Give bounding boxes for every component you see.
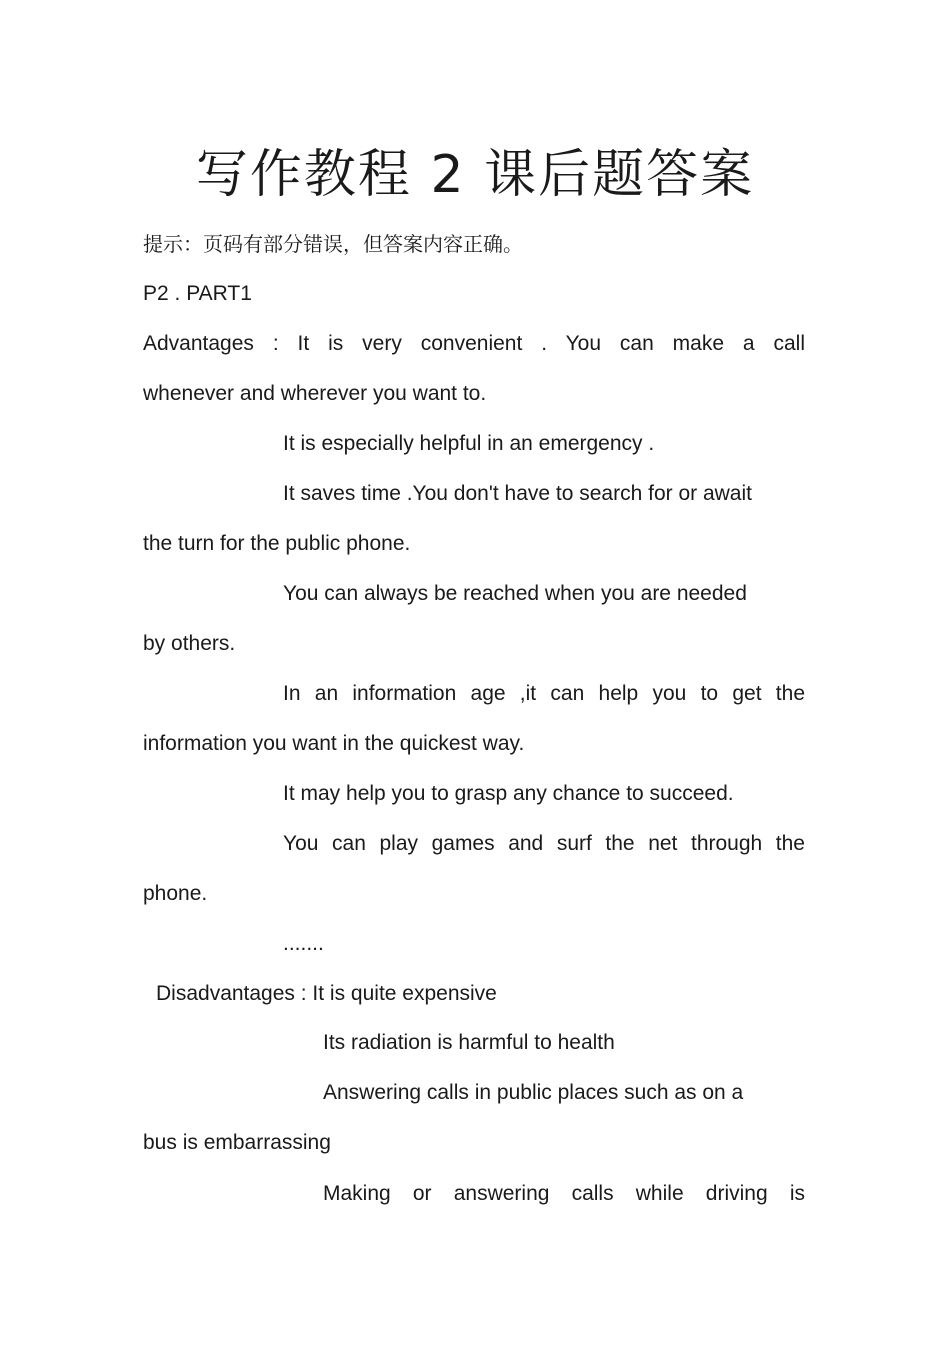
advantage-item-1: It is especially helpful in an emergency . xyxy=(283,432,655,455)
hint-text: 提示：页码有部分错误，但答案内容正确。 xyxy=(143,232,523,256)
section-heading: P2 . PART1 xyxy=(143,282,252,305)
advantages-line-2: whenever and wherever you want to. xyxy=(143,382,487,405)
advantage-item-3-line-1: You can always be reached when you are needed xyxy=(283,582,747,605)
disadvantage-item-2-line-2: bus is embarrassing xyxy=(143,1131,331,1154)
advantages-ellipsis: ....... xyxy=(283,932,324,955)
disadvantage-item-1: Its radiation is harmful to health xyxy=(323,1031,615,1054)
advantage-item-4-line-2: information you want in the quickest way. xyxy=(143,732,525,755)
advantage-item-4-line-1: In an information age ,it can help you to get the xyxy=(283,682,805,705)
disadvantages-line-1: Disadvantages : It is quite expensive xyxy=(156,982,497,1005)
advantage-item-5: It may help you to grasp any chance to succeed. xyxy=(283,782,734,805)
advantage-item-6-line-2: phone. xyxy=(143,882,208,905)
advantage-item-2-line-1: It saves time .You don't have to search for or await xyxy=(283,482,752,505)
disadvantage-item-3-line-1: Making or answering calls while driving is xyxy=(323,1182,805,1205)
document-title: 写作教程 2 课后题答案 xyxy=(195,145,755,205)
advantage-item-3-line-2: by others. xyxy=(143,632,236,655)
disadvantage-item-2-line-1: Answering calls in public places such as on a xyxy=(323,1081,744,1104)
advantage-item-2-line-2: the turn for the public phone. xyxy=(143,532,411,555)
advantage-item-6-line-1: You can play games and surf the net through the xyxy=(283,832,805,855)
advantages-line-1: Advantages : It is very convenient . You can make a call xyxy=(143,332,805,355)
